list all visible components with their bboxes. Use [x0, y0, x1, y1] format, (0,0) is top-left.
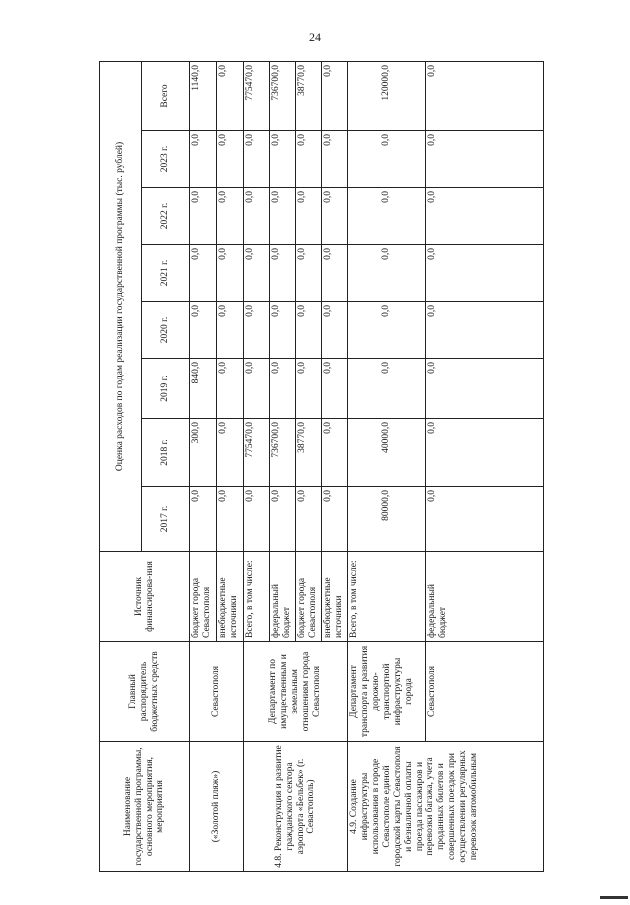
value-cell: 0,0: [217, 359, 244, 419]
table-row: [348, 61, 426, 871]
value-cell: 0,0: [217, 188, 244, 245]
total-cell: 736700,0: [270, 61, 296, 130]
header-estimate: Оценка расходов по годам реализации государственной программы (тыс. рублей): [100, 61, 142, 551]
budget-table: [99, 61, 544, 872]
value-cell: 840,0: [190, 359, 217, 419]
value-cell: 0,0: [270, 487, 296, 552]
value-cell: 0,0: [348, 245, 426, 302]
header-row-1: [100, 61, 142, 871]
value-cell: 0,0: [322, 131, 348, 188]
value-cell: 0,0: [244, 188, 270, 245]
header-year: 2020 г.: [142, 302, 190, 359]
value-cell: 80000,0: [348, 487, 426, 552]
value-cell: 0,0: [426, 359, 544, 419]
value-cell: 0,0: [426, 245, 544, 302]
value-cell: 0,0: [270, 302, 296, 359]
header-total: Всего: [142, 61, 190, 130]
value-cell: 0,0: [190, 487, 217, 552]
total-cell: 775470,0: [244, 61, 270, 130]
program-name: 4.8. Реконструкция и развитие гражданского сектора аэропорта «Бельбек» (г. Севастополь): [244, 742, 348, 872]
value-cell: 0,0: [348, 188, 426, 245]
value-cell: 0,0: [244, 131, 270, 188]
funding-source: федеральный бюджет: [270, 552, 296, 642]
value-cell: 0,0: [296, 487, 322, 552]
total-cell: 1140,0: [190, 61, 217, 130]
total-cell: 0,0: [426, 61, 544, 130]
value-cell: 0,0: [217, 245, 244, 302]
value-cell: 0,0: [322, 302, 348, 359]
value-cell: 0,0: [348, 302, 426, 359]
value-cell: 0,0: [270, 188, 296, 245]
funding-source: бюджет города Севастополя: [190, 552, 217, 642]
value-cell: 0,0: [190, 302, 217, 359]
header-year: 2017 г.: [142, 487, 190, 552]
manager-name: Севастополя: [190, 642, 244, 742]
header-year: 2018 г.: [142, 419, 190, 487]
value-cell: 0,0: [426, 131, 544, 188]
value-cell: 0,0: [322, 487, 348, 552]
value-cell: 0,0: [426, 188, 544, 245]
value-cell: 0,0: [270, 359, 296, 419]
value-cell: 0,0: [426, 419, 544, 487]
value-cell: 0,0: [426, 487, 544, 552]
program-name: 4.9. Создание инфраструктуры использования в городе Севастополе единой городской карты Севастополя и безналичной оплаты проезда пассажиров и перевозки багажа, учета проданных билетов и совершенных поездок при осуществлении регулярных перевозок автомобильным: [348, 742, 544, 872]
value-cell: 0,0: [244, 302, 270, 359]
value-cell: 736700,0: [270, 419, 296, 487]
header-name: Наименование государственной программы, основного мероприятия, мероприятия: [100, 742, 190, 872]
total-cell: 120000,0: [348, 61, 426, 130]
header-year: 2019 г.: [142, 359, 190, 419]
funding-source: внебюджетные источники: [217, 552, 244, 642]
value-cell: 0,0: [296, 359, 322, 419]
manager-name: Департамент по имущественным и земельным отношениям города Севастополя: [244, 642, 348, 742]
value-cell: 0,0: [296, 131, 322, 188]
value-cell: 38770,0: [296, 419, 322, 487]
header-source: Источник финансирова-ния: [100, 552, 190, 642]
value-cell: 0,0: [296, 188, 322, 245]
value-cell: 0,0: [322, 188, 348, 245]
value-cell: 0,0: [322, 245, 348, 302]
value-cell: 0,0: [217, 131, 244, 188]
value-cell: 300,0: [190, 419, 217, 487]
header-year: 2022 г.: [142, 188, 190, 245]
value-cell: 0,0: [217, 302, 244, 359]
header-manager: Главный распорядитель бюджетных средств: [100, 642, 190, 742]
value-cell: 0,0: [322, 359, 348, 419]
value-cell: 0,0: [348, 131, 426, 188]
manager-name: Департамент транспорта и развития дорожно-транспортной инфраструктуры города: [348, 642, 426, 742]
value-cell: 0,0: [190, 188, 217, 245]
value-cell: 40000,0: [348, 419, 426, 487]
funding-source: федеральный бюджет: [426, 552, 544, 642]
total-cell: 0,0: [217, 61, 244, 130]
manager-name: Севастополя: [426, 642, 544, 742]
value-cell: 0,0: [348, 359, 426, 419]
funding-source: бюджет города Севастополя: [296, 552, 322, 642]
total-cell: 38770,0: [296, 61, 322, 130]
value-cell: 0,0: [270, 131, 296, 188]
table-row: [190, 61, 217, 871]
value-cell: 0,0: [426, 302, 544, 359]
value-cell: 0,0: [270, 245, 296, 302]
budget-table-rotated: [99, 62, 544, 872]
value-cell: 0,0: [244, 245, 270, 302]
value-cell: 0,0: [322, 419, 348, 487]
value-cell: 0,0: [244, 359, 270, 419]
value-cell: 0,0: [190, 245, 217, 302]
value-cell: 0,0: [296, 245, 322, 302]
scan-mark: [600, 896, 628, 899]
funding-source: Всего, в том числе:: [244, 552, 270, 642]
header-year: 2023 г.: [142, 131, 190, 188]
value-cell: 0,0: [296, 302, 322, 359]
total-cell: 0,0: [322, 61, 348, 130]
value-cell: 0,0: [217, 419, 244, 487]
funding-source: внебюджетные источники: [322, 552, 348, 642]
funding-source: Всего, в том числе:: [348, 552, 426, 642]
value-cell: 775470,0: [244, 419, 270, 487]
header-year: 2021 г.: [142, 245, 190, 302]
value-cell: 0,0: [244, 487, 270, 552]
page-number: 24: [309, 30, 321, 44]
table-row: [244, 61, 270, 871]
value-cell: 0,0: [190, 131, 217, 188]
program-name: («Золотой пляж»): [190, 742, 244, 872]
value-cell: 0,0: [217, 487, 244, 552]
